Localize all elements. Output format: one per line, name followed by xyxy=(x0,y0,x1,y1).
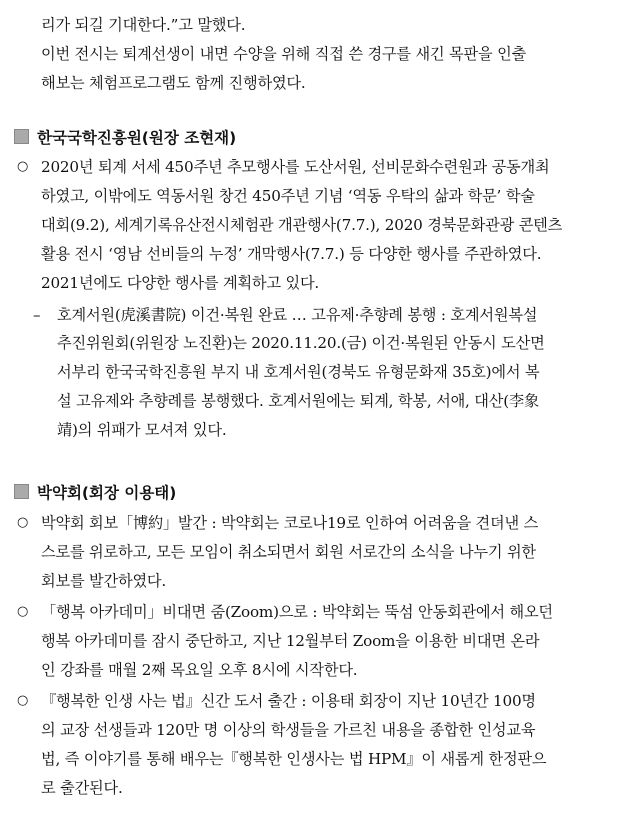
paragraph-line: 박약회 회보「博約」발간 : 박약회는 코로나19로 인하여 어려움을 견뎌낸 스 xyxy=(41,514,539,532)
paragraph-line: 회보를 발간하였다. xyxy=(41,572,167,590)
circle-bullet-icon: ○ xyxy=(17,604,29,619)
paragraph-line: 「행복 아카데미」비대면 줌(Zoom)으로 : 박약회는 뚝섬 안동회관에서 해오던 xyxy=(41,603,553,621)
intro-line: 해보는 체험프로그램도 함께 진행하였다. xyxy=(41,74,306,92)
paragraph-line: 행복 아카데미를 잠시 중단하고, 지난 12월부터 Zoom을 이용한 비대면 온라 xyxy=(41,632,540,650)
section-heading xyxy=(14,483,176,503)
paragraph-line: 스로를 위로하고, 모든 모임이 취소되면서 회원 서로간의 소식을 나누기 위한 xyxy=(41,543,536,561)
square-bullet-icon xyxy=(14,484,29,499)
paragraph-line: 의 교장 선생들과 120만 명 이상의 학생들을 가르친 내용을 종합한 인성교육 xyxy=(41,721,536,739)
sub-paragraph-line: 서부리 한국국학진흥원 부지 내 호계서원(경북도 유형문화재 35호)에서 복 xyxy=(57,363,540,381)
sub-paragraph-line: 설 고유제와 추향례를 봉행했다. 호계서원에는 퇴계, 학봉, 서애, 대산(李象 xyxy=(57,392,539,410)
circle-bullet-icon: ○ xyxy=(17,693,29,708)
sub-paragraph-line: 추진위원회(위원장 노진환)는 2020.11.20.(금) 이건·복원된 안동시 도산면 xyxy=(57,334,545,352)
circle-bullet-icon: ○ xyxy=(17,159,29,174)
section-heading-text: 박약회(회장 이용태) xyxy=(37,484,177,502)
paragraph-line: 하였고, 이밖에도 역동서원 창건 450주년 기념 ‘역동 우탁의 삶과 학문’ 학술 xyxy=(41,187,535,205)
square-bullet-icon xyxy=(14,129,29,144)
paragraph-line: 로 출간된다. xyxy=(41,779,123,797)
intro-line: 리가 되길 기대한다.”고 말했다. xyxy=(41,16,246,34)
paragraph-line: 2020년 퇴계 서세 450주년 추모행사를 도산서원, 선비문화수련원과 공동개최 xyxy=(41,158,550,176)
sub-paragraph-line: 靖)의 위패가 모셔져 있다. xyxy=(57,421,227,439)
paragraph-line: 대회(9.2), 세계기록유산전시체험관 개관행사(7.7.), 2020 경북문화관광 콘텐츠 xyxy=(41,216,563,234)
section-heading xyxy=(14,128,236,148)
paragraph-line: 법, 즉 이야기를 통해 배우는『행복한 인생사는 법 HPM』이 새롭게 한정판으 xyxy=(41,750,547,768)
paragraph-line: 『행복한 인생 사는 법』신간 도서 출간 : 이용태 회장이 지난 10년간 100명 xyxy=(41,692,536,710)
section-heading-text: 한국국학진흥원(원장 조현재) xyxy=(37,129,237,147)
paragraph-line: 활용 전시 ‘영남 선비들의 누정’ 개막행사(7.7.) 등 다양한 행사를 주관하였다. xyxy=(41,245,542,263)
intro-line: 이번 전시는 퇴계선생이 내면 수양을 위해 직접 쓴 경구를 새긴 목판을 인출 xyxy=(41,45,527,63)
sub-paragraph-line: 호계서원(虎溪書院) 이건·복원 완료 … 고유제·추향례 봉행 : 호계서원복설 xyxy=(57,306,538,324)
circle-bullet-icon: ○ xyxy=(17,515,29,530)
dash-bullet-icon: – xyxy=(33,306,41,324)
paragraph-line: 인 강좌를 매월 2째 목요일 오후 8시에 시작한다. xyxy=(41,661,358,679)
paragraph-line: 2021년에도 다양한 행사를 계획하고 있다. xyxy=(41,274,320,292)
